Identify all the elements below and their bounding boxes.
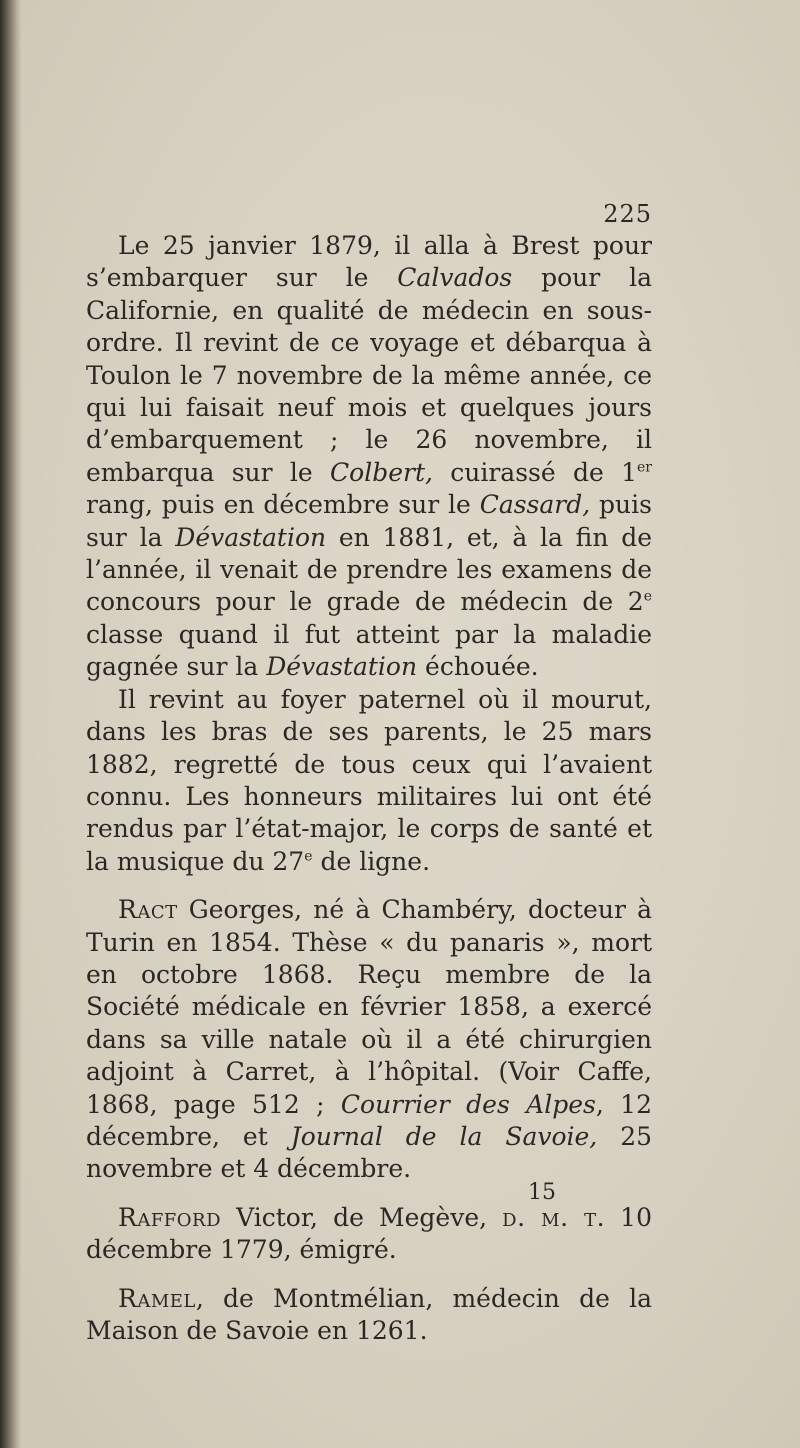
entry-ract xyxy=(86,894,652,1186)
text-run: échouée. xyxy=(417,652,539,682)
text-run: pour la Californie, en qualité de médecin en sous-ordre. Il revint de ce voyage et débarqua à Toulon le 7 novembre de la même année, ce qui lui faisait neuf mois et quelques jours d’embarquement ; le 26 novembre, il embarqua sur le xyxy=(86,263,653,487)
text-run: Georges, né à Chambéry, docteur à Turin en 1854. Thèse « du panaris », mort en octobre 1868. Reçu membre de la Société médicale en février 1858, a exercé dans sa ville natale où il a été chirurgien adjoint à Carret, à l’hôpital. (Voir Caffe, 1868, page 512 ; xyxy=(86,895,652,1119)
text-run: rang, puis en décembre sur le xyxy=(86,490,480,520)
periodical-title: Courrier des Alpes xyxy=(340,1089,596,1119)
entry-rafford xyxy=(86,1202,652,1267)
superscript: e xyxy=(304,848,313,865)
ship-name: Dévastation xyxy=(266,652,418,682)
text-run: , 12 décembre, et xyxy=(86,1089,652,1151)
text-run: Il revint au foyer paternel où il mourut, dans les bras de ses parents, le 25 mars 1882, regretté de tous ceux qui l’avaient connu. Les honneurs militaires lui ont été rendus par l’état-major, le corps de santé et la musique du 27 xyxy=(86,684,652,876)
degree-abbrev: d. m. t. xyxy=(502,1202,606,1232)
superscript: er xyxy=(637,459,652,476)
entry-name: Ramel xyxy=(118,1283,196,1313)
body-text xyxy=(86,230,652,1347)
ship-name: Dévastation xyxy=(175,522,327,552)
entry-name: Rafford xyxy=(118,1202,222,1232)
text-run: , de Montmélian, médecin de la Maison de Savoie en 1261. xyxy=(86,1283,652,1345)
text-run: Le 25 janvier 1879, il alla à Brest pour s’embarquer sur le xyxy=(86,231,652,293)
ship-name: Colbert, xyxy=(330,457,433,487)
ship-name: Calvados xyxy=(397,263,513,293)
periodical-title: Journal de la Savoie, xyxy=(290,1121,598,1151)
page-number: 225 xyxy=(603,200,652,228)
paragraph-1 xyxy=(86,230,652,684)
entry-ramel xyxy=(86,1283,652,1348)
text-run: de ligne. xyxy=(312,846,431,876)
text-run: en 1881, et, à la fin de l’année, il venait de prendre les examens de concours pour le grade de médecin de 2 xyxy=(86,522,652,617)
paragraph-2 xyxy=(86,684,652,878)
text-run: cuirassé de 1 xyxy=(432,457,638,487)
ship-name: Cassard, xyxy=(479,490,591,520)
text-run: puis sur la xyxy=(86,490,652,552)
text-run: 25 novembre et 4 décembre. xyxy=(86,1121,653,1184)
entry-name: Ract xyxy=(118,895,178,925)
text-run: 10 décembre 1779, émigré. xyxy=(86,1202,652,1265)
text-run: classe quand il fut atteint par la maladie gagnée sur la xyxy=(86,619,652,682)
book-spine-shadow xyxy=(0,0,22,1448)
signature-mark: 15 xyxy=(528,1180,556,1205)
superscript: e xyxy=(643,589,652,606)
text-run: Victor, de Megève, xyxy=(221,1202,503,1232)
